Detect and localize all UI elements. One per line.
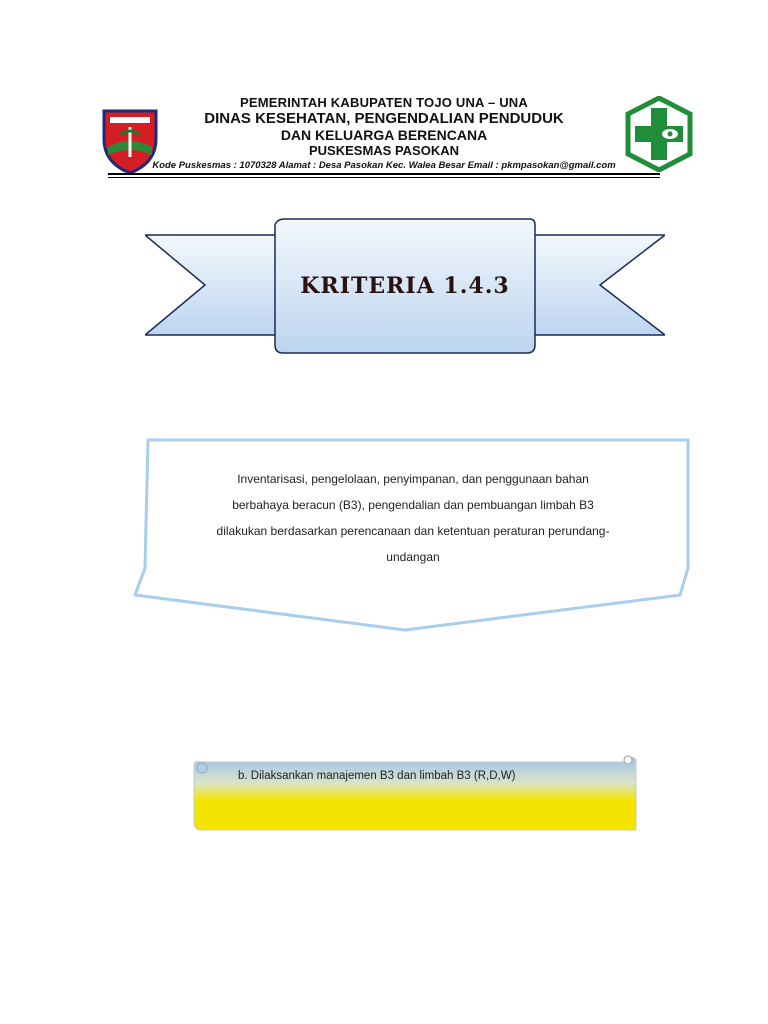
criteria-line: dilakukan berdasarkan perencanaan dan ketentuan peraturan perundang-	[216, 524, 610, 538]
criteria-line: berbahaya beracun (B3), pengendalian dan pembuangan limbah B3	[232, 498, 594, 512]
letterhead-agency-continued: DAN KELUARGA BERENCANA	[280, 127, 488, 143]
letterhead	[0, 0, 768, 180]
criteria-line: Inventarisasi, pengelolaan, penyimpanan, dan penggunaan bahan	[237, 472, 589, 486]
letterhead-puskesmas: PUSKESMAS PASOKAN	[308, 143, 459, 158]
banner-title: KRITERIA 1.4.3	[300, 273, 510, 299]
standard-item-b: b. Dilaksankan manajemen B3 dan limbah B3 (R,D,W)	[238, 770, 516, 782]
letterhead-agency: DINAS KESEHATAN, PENGENDALIAN PENDUDUK	[204, 110, 564, 127]
letterhead-rule-thin	[108, 177, 660, 178]
letterhead-address: Kode Puskesmas : 1070328 Alamat : Desa Pasokan Kec. Walea Besar Email : pkmpasokan@gmail.com	[152, 160, 616, 171]
letterhead-rule	[108, 173, 660, 175]
criteria-description	[178, 466, 648, 570]
letterhead-government: PEMERINTAH KABUPATEN TOJO UNA – UNA	[240, 95, 528, 110]
scroll-banner	[190, 752, 638, 834]
criteria-line: undangan	[386, 550, 440, 564]
